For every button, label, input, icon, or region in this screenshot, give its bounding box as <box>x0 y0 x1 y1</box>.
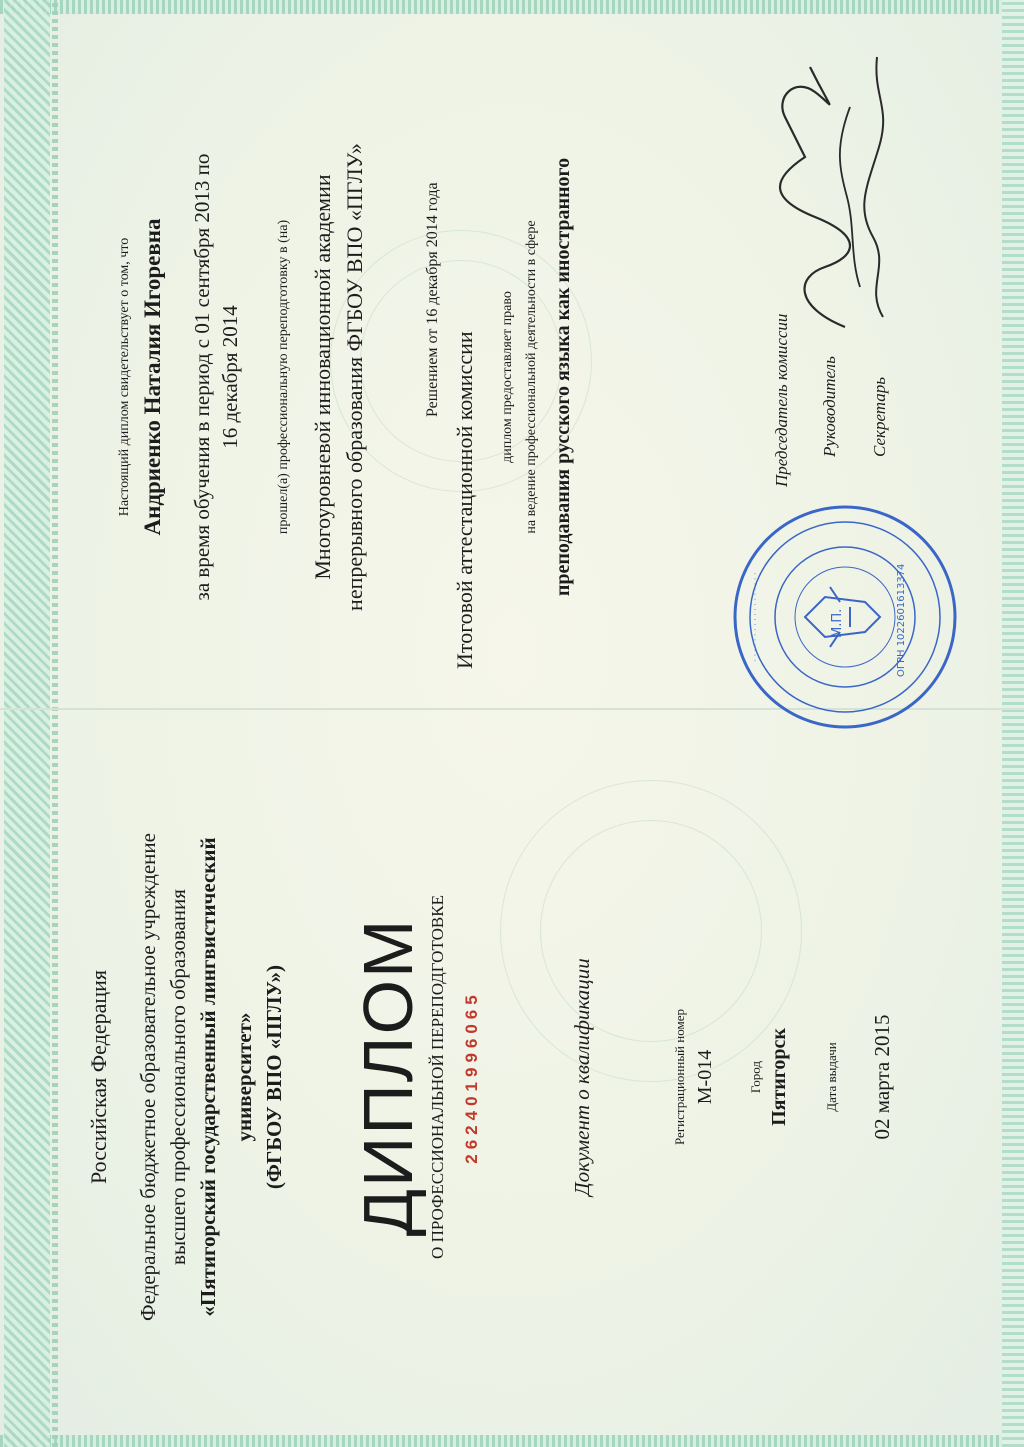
seal-mp: М.П. <box>830 608 845 638</box>
holder-name: Андриенко Наталия Игоревна <box>140 218 165 536</box>
study-period-line-2: 16 декабря 2014 <box>218 305 242 449</box>
head-label: Руководитель <box>820 356 839 457</box>
institution-line-5: (ФГБОУ ВПО «ПГЛУ») <box>262 964 286 1190</box>
seal-ogrn: ОГРН 1022601613374 <box>896 563 907 677</box>
issue-date-value: 02 марта 2015 <box>870 1014 894 1140</box>
academy-line-1: Многоуровневой инновационной академии <box>310 174 335 580</box>
commission-line: Итоговой аттестационной комиссии <box>452 331 477 669</box>
institution-line-2: высшего профессионального образования <box>166 889 190 1265</box>
city-value: Пятигорск <box>768 1028 790 1126</box>
qualification-field: преподавания русского языка как иностранного <box>552 157 574 597</box>
serial-number: 262401996065 <box>462 990 481 1164</box>
study-period-line-1: за время обучения в период с 01 сентября 2013 по <box>190 153 214 601</box>
official-seal <box>730 502 960 732</box>
registration-value: М-014 <box>694 1049 716 1105</box>
city-label: Город <box>748 1060 763 1094</box>
chair-label: Председатель комиссии <box>772 313 791 487</box>
intro-line: Настоящий диплом свидетельствует о том, что <box>117 237 132 517</box>
registration-label: Регистрационный номер <box>672 1009 687 1145</box>
svg-text:· · · · · · · · · · · · · · ·: · · · · · · · · · · · · · · · · · · <box>751 572 760 662</box>
passed-retraining-line: прошел(а) профессиональную переподготовку в (на) <box>276 219 291 535</box>
institution-line-1: Федеральное бюджетное образовательное учреждение <box>136 833 160 1321</box>
seal-icon <box>730 502 960 732</box>
issue-date-label: Дата выдачи <box>824 1042 839 1112</box>
decision-line: Решением от 16 декабря 2014 года <box>424 182 441 417</box>
secretary-label: Секретарь <box>870 377 889 457</box>
signatures <box>755 27 895 347</box>
document-type: Документ о квалификации <box>570 958 594 1196</box>
academy-line-2: непрерывного образования ФГБОУ ВПО «ПГЛУ» <box>342 143 367 611</box>
activity-line: на ведение профессиональной деятельности в сфере <box>524 220 539 534</box>
institution-line-3: «Пятигорский государственный лингвистический <box>196 837 220 1317</box>
document-subtitle: О ПРОФЕССИОНАЛЬНОЙ ПЕРЕПОДГОТОВКЕ <box>428 895 447 1259</box>
institution-line-4: университет» <box>232 1012 256 1142</box>
country-name: Российская Федерация <box>86 969 111 1185</box>
document-title: ДИПЛОМ <box>349 917 427 1237</box>
grants-line: диплом предоставляет право <box>500 291 515 463</box>
